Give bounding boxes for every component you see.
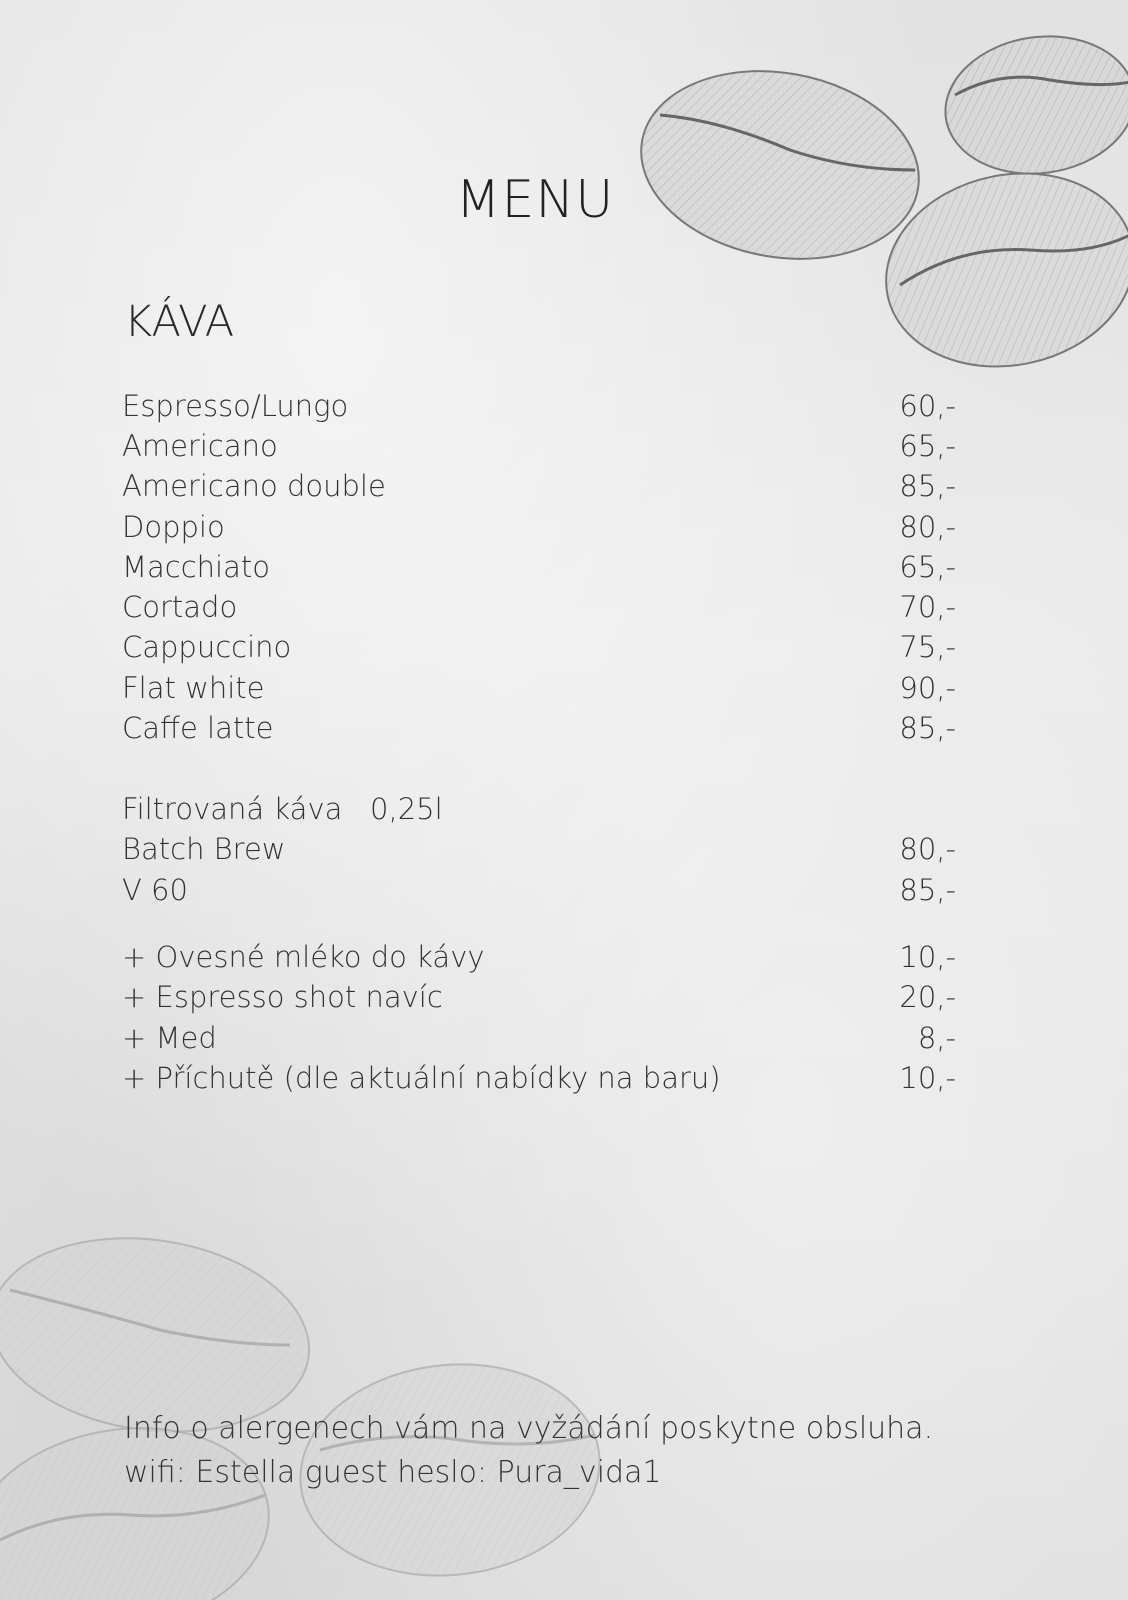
filter-heading-text: Filtrovaná káva 0,25l <box>122 792 443 826</box>
item-name: Batch Brew <box>122 832 286 866</box>
extra-item <box>122 977 956 1017</box>
item-price: 10,- <box>899 1061 956 1095</box>
item-name: Doppio <box>122 510 225 544</box>
menu-item <box>122 547 956 587</box>
item-price: 75,- <box>899 630 956 664</box>
bean-top-1 <box>936 24 1128 185</box>
menu-item <box>122 466 956 506</box>
item-name: + Espresso shot navíc <box>122 980 443 1014</box>
filter-coffee-heading <box>122 789 956 829</box>
item-price: 90,- <box>899 671 956 705</box>
wifi-info: wifi: Estella guest heslo: Pura_vida1 <box>124 1455 662 1490</box>
item-name: V 60 <box>122 873 188 907</box>
item-name: Macchiato <box>122 550 271 584</box>
item-name: + Med <box>122 1021 217 1055</box>
item-name: Cappuccino <box>122 630 292 664</box>
item-name: Flat white <box>122 671 265 705</box>
item-price: 80,- <box>899 510 956 544</box>
item-price: 60,- <box>899 389 956 423</box>
item-price: 65,- <box>899 429 956 463</box>
menu-item <box>122 708 956 748</box>
item-price: 70,- <box>899 590 956 624</box>
item-name: + Příchutě (dle aktuální nabídky na baru) <box>122 1061 721 1095</box>
item-name: Americano <box>122 429 278 463</box>
item-name: + Ovesné mléko do kávy <box>122 940 485 974</box>
extra-item <box>122 937 956 977</box>
item-price: 85,- <box>899 711 956 745</box>
item-name: Caffe latte <box>122 711 274 745</box>
item-name: Americano double <box>122 469 386 503</box>
item-price: 65,- <box>899 550 956 584</box>
item-price: 20,- <box>899 980 956 1014</box>
extra-item <box>122 1058 956 1098</box>
item-price: 85,- <box>899 469 956 503</box>
menu-item <box>122 668 956 708</box>
menu-item <box>122 870 956 910</box>
item-name: Espresso/Lungo <box>122 389 349 423</box>
allergen-info: Info o alergenech vám na vyžádání poskytne obsluha. <box>124 1411 934 1446</box>
section-title-coffee: KÁVA <box>124 297 235 347</box>
bean-top-2 <box>626 50 934 280</box>
menu-title: MENU <box>455 170 615 230</box>
menu-item <box>122 426 956 466</box>
menu-item <box>122 829 956 869</box>
item-price: 10,- <box>899 940 956 974</box>
extra-item <box>122 1018 956 1058</box>
item-name: Cortado <box>122 590 238 624</box>
item-price: 80,- <box>899 832 956 866</box>
menu-item <box>122 507 956 547</box>
menu-item <box>122 587 956 627</box>
item-price: 8,- <box>917 1021 956 1055</box>
item-price: 85,- <box>899 873 956 907</box>
menu-item <box>122 386 956 426</box>
menu-item <box>122 627 956 667</box>
